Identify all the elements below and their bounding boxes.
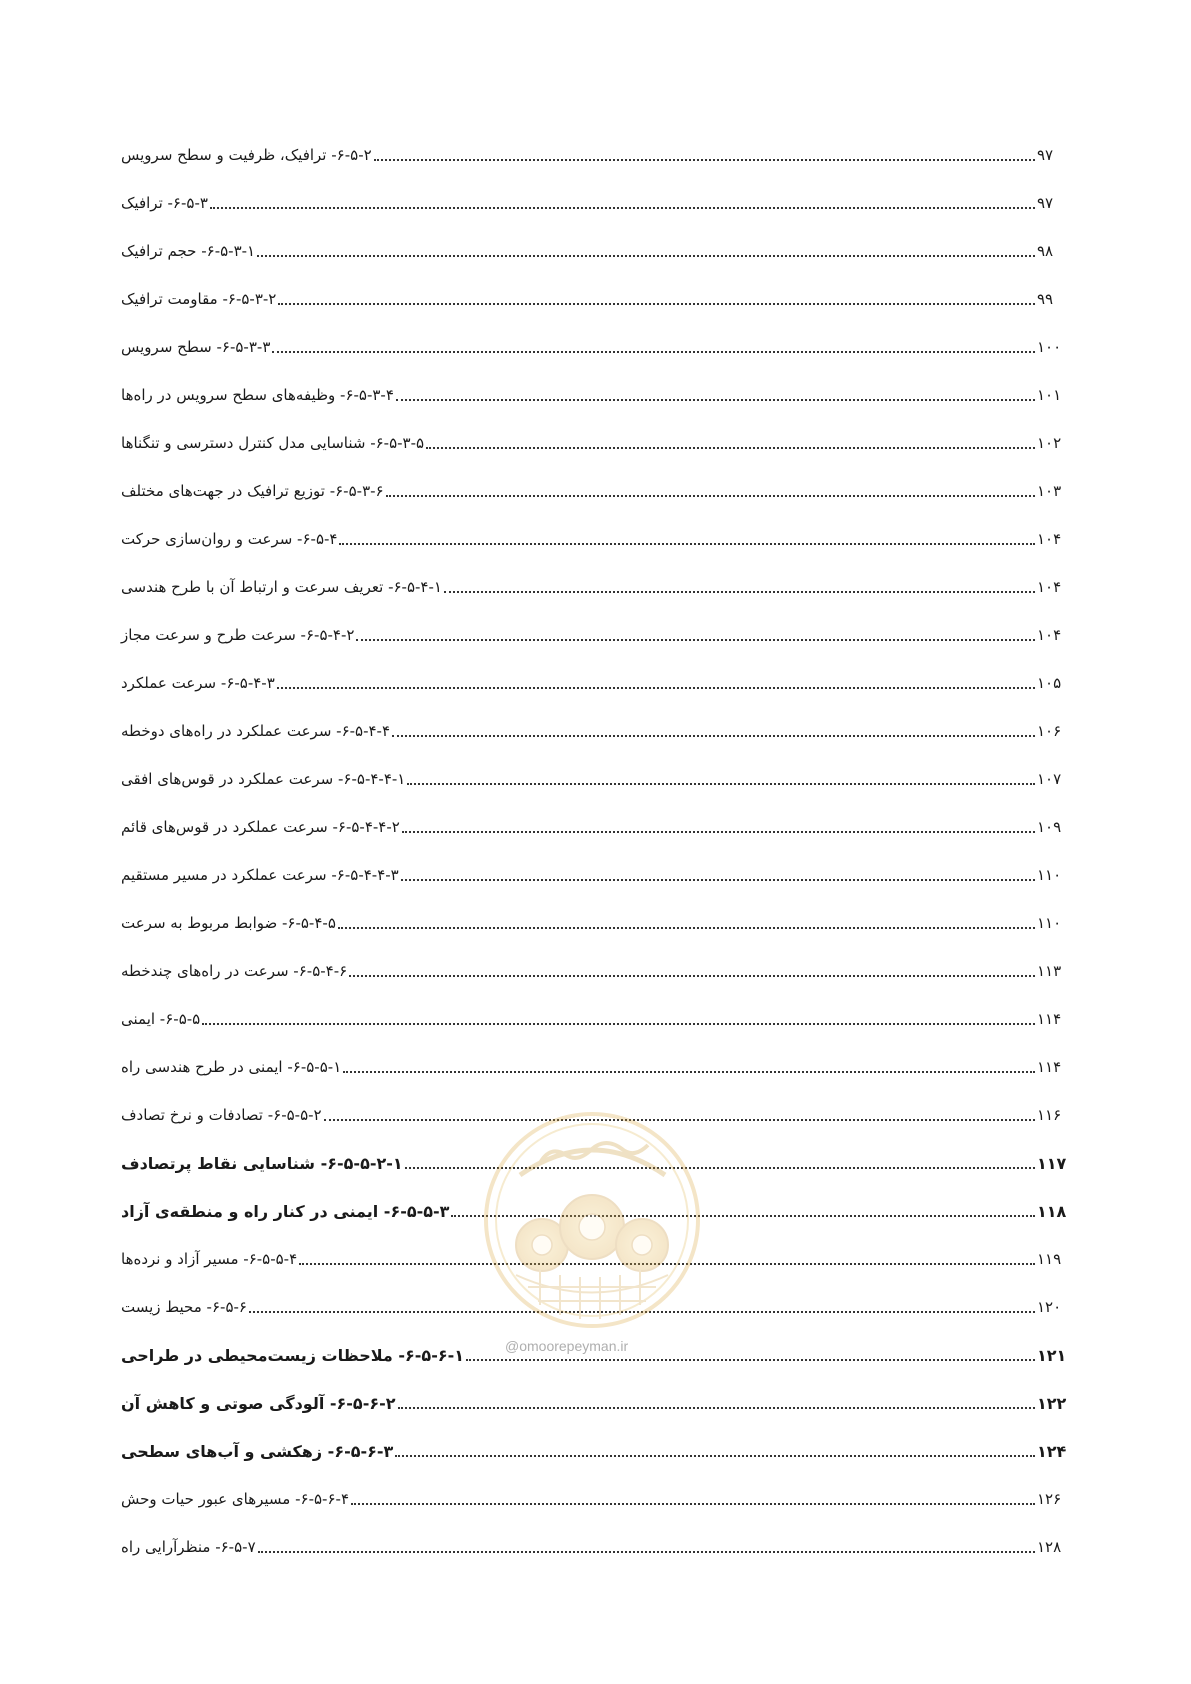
- toc-entry-title: ۶-۵-۳-۱- حجم ترافیک: [121, 242, 256, 260]
- toc-entry-page: ۱۱۰: [1037, 866, 1062, 884]
- toc-entry-title: ۶-۵-۷- منظرآرایی راه: [121, 1538, 256, 1556]
- toc-entry-page: ۱۲۸: [1037, 1538, 1062, 1556]
- toc-entry[interactable]: [117, 1532, 1073, 1562]
- toc-entry-title: ۶-۵-۴-۴-۳- سرعت عملکرد در مسیر مستقیم: [121, 866, 399, 884]
- toc-entry-title: ۶-۵-۴-۴-۲- سرعت عملکرد در قوس‌های قائم: [121, 818, 400, 836]
- toc-entry[interactable]: [117, 332, 1073, 362]
- toc-entry-page: ۱۱۶: [1037, 1106, 1062, 1124]
- toc-entry-title: ۶-۵-۳-۵- شناسایی مدل کنترل دسترسی و تنگناها: [121, 434, 425, 452]
- toc-entry[interactable]: [117, 380, 1073, 410]
- toc-entry-title: ۶-۵-۵-۳- ایمنی در کنار راه و منطقه‌ی آزاد: [121, 1201, 450, 1221]
- toc-entry-page: ۱۲۲: [1037, 1393, 1067, 1413]
- watermark-logo-icon: [480, 1105, 705, 1335]
- toc-entry[interactable]: [117, 1436, 1073, 1466]
- dot-leader: [401, 879, 1035, 881]
- toc-entry-title: ۶-۵-۴-۴-۱- سرعت عملکرد در قوس‌های افقی: [121, 770, 406, 788]
- dot-leader: [210, 207, 1035, 209]
- dot-leader: [392, 735, 1035, 737]
- toc-entry-title: ۶-۵-۶-۲- آلودگی صوتی و کاهش آن: [121, 1393, 396, 1413]
- dot-leader: [349, 975, 1035, 977]
- toc-entry-page: ۱۰۶: [1037, 722, 1062, 740]
- toc-entry-page: ۱۰۴: [1037, 626, 1062, 644]
- toc-entry[interactable]: [117, 140, 1073, 170]
- dot-leader: [258, 1551, 1035, 1553]
- dot-leader: [386, 495, 1035, 497]
- toc-entry-title: ۶-۵-۶-۱- ملاحظات زیست‌محیطی در طراحی: [121, 1345, 464, 1365]
- dot-leader: [466, 1359, 1035, 1361]
- toc-entry[interactable]: [117, 1388, 1073, 1418]
- toc-entry-title: ۶-۵-۳-۲- مقاومت ترافیک: [121, 290, 277, 308]
- toc-entry-title: ۶-۵-۴- سرعت و روان‌سازی حرکت: [121, 530, 338, 548]
- toc-entry-page: ۱۲۴: [1037, 1441, 1067, 1461]
- dot-leader: [202, 1023, 1035, 1025]
- toc-entry-page: ۱۱۹: [1037, 1250, 1062, 1268]
- dot-leader: [395, 1455, 1035, 1457]
- dot-leader: [257, 255, 1035, 257]
- dot-leader: [278, 303, 1035, 305]
- toc-entry[interactable]: [117, 1052, 1073, 1082]
- toc-entry[interactable]: [117, 1484, 1073, 1514]
- toc-entry-page: ۱۱۴: [1037, 1010, 1062, 1028]
- toc-entry-title: ۶-۵-۵- ایمنی: [121, 1010, 201, 1028]
- toc-entry[interactable]: [117, 812, 1073, 842]
- toc-entry-title: ۶-۵-۳-۴- وظیفه‌های سطح سرویس در راه‌ها: [121, 386, 394, 404]
- dot-leader: [407, 783, 1035, 785]
- dot-leader: [426, 447, 1035, 449]
- toc-entry[interactable]: [117, 524, 1073, 554]
- toc-entry-title: ۶-۵-۲- ترافیک، ظرفیت و سطح سرویس: [121, 146, 372, 164]
- toc-entry-page: ۱۰۷: [1037, 770, 1062, 788]
- dot-leader: [402, 831, 1035, 833]
- dot-leader: [272, 351, 1035, 353]
- dot-leader: [444, 591, 1035, 593]
- toc-entry-page: ۱۰۹: [1037, 818, 1062, 836]
- toc-entry-title: ۶-۵-۶-۴- مسیرهای عبور حیات وحش: [121, 1490, 349, 1508]
- toc-entry[interactable]: [117, 476, 1073, 506]
- toc-entry-page: ۱۱۸: [1037, 1201, 1067, 1221]
- dot-leader: [356, 639, 1035, 641]
- toc-entry-page: ۱۲۶: [1037, 1490, 1062, 1508]
- toc-entry-page: ۱۰۲: [1037, 434, 1062, 452]
- toc-entry-page: ۱۱۳: [1037, 962, 1062, 980]
- toc-entry-title: ۶-۵-۴-۲- سرعت طرح و سرعت مجاز: [121, 626, 355, 644]
- toc-entry[interactable]: [117, 668, 1073, 698]
- toc-entry-page: ۱۰۵: [1037, 674, 1062, 692]
- toc-entry-title: ۶-۵-۳-۶- توزیع ترافیک در جهت‌های مختلف: [121, 482, 384, 500]
- toc-entry-page: ۱۲۱: [1037, 1345, 1067, 1365]
- toc-entry-page: ۱۱۴: [1037, 1058, 1062, 1076]
- toc-entry-title: ۶-۵-۵-۱- ایمنی در طرح هندسی راه: [121, 1058, 342, 1076]
- toc-entry[interactable]: [117, 188, 1073, 218]
- toc-entry-page: ۹۷: [1037, 194, 1054, 212]
- toc-entry[interactable]: [117, 716, 1073, 746]
- toc-entry-page: ۱۰۴: [1037, 530, 1062, 548]
- toc-entry-page: ۹۸: [1037, 242, 1054, 260]
- dot-leader: [277, 687, 1035, 689]
- toc-entry-title: ۶-۵-۴-۴- سرعت عملکرد در راه‌های دوخطه: [121, 722, 391, 740]
- toc-entry[interactable]: [117, 1004, 1073, 1034]
- toc-entry-title: ۶-۵-۳- ترافیک: [121, 194, 208, 212]
- toc-entry-title: ۶-۵-۶- محیط زیست: [121, 1298, 247, 1316]
- toc-entry-title: ۶-۵-۴-۱- تعریف سرعت و ارتباط آن با طرح هندسی: [121, 578, 442, 596]
- dot-leader: [339, 543, 1035, 545]
- toc-entry-title: ۶-۵-۴-۳- سرعت عملکرد: [121, 674, 275, 692]
- toc-entry-page: ۹۷: [1037, 146, 1054, 164]
- dot-leader: [396, 399, 1035, 401]
- toc-entry-title: ۶-۵-۵-۲-۱- شناسایی نقاط پرتصادف: [121, 1153, 403, 1173]
- toc-entry-title: ۶-۵-۴-۶- سرعت در راه‌های چندخطه: [121, 962, 348, 980]
- toc-entry[interactable]: [117, 764, 1073, 794]
- toc-entry-page: ۱۰۳: [1037, 482, 1062, 500]
- dot-leader: [398, 1407, 1036, 1409]
- toc-entry-page: ۱۰۴: [1037, 578, 1062, 596]
- toc-entry[interactable]: [117, 284, 1073, 314]
- toc-entry-page: ۱۰۰: [1037, 338, 1062, 356]
- toc-entry[interactable]: [117, 956, 1073, 986]
- toc-entry-page: ۱۰۱: [1037, 386, 1062, 404]
- toc-entry[interactable]: [117, 908, 1073, 938]
- toc-entry-title: ۶-۵-۵-۴- مسیر آزاد و نرده‌ها: [121, 1250, 298, 1268]
- toc-entry[interactable]: [117, 428, 1073, 458]
- toc-entry-page: ۱۲۰: [1037, 1298, 1062, 1316]
- toc-entry-page: ۱۱۰: [1037, 914, 1062, 932]
- toc-entry[interactable]: [117, 860, 1073, 890]
- toc-entry[interactable]: [117, 620, 1073, 650]
- toc-entry-page: ۱۱۷: [1037, 1153, 1067, 1173]
- toc-entry-title: ۶-۵-۴-۵- ضوابط مربوط به سرعت: [121, 914, 336, 932]
- watermark-site-text: @omoorepeyman.ir: [505, 1338, 629, 1354]
- toc-entry[interactable]: [117, 236, 1073, 266]
- toc-entry-title: ۶-۵-۳-۳- سطح سرویس: [121, 338, 271, 356]
- dot-leader: [338, 927, 1035, 929]
- toc-entry-page: ۹۹: [1037, 290, 1054, 308]
- toc-entry[interactable]: [117, 572, 1073, 602]
- dot-leader: [351, 1503, 1035, 1505]
- toc-entry-title: ۶-۵-۶-۳- زهکشی و آب‌های سطحی: [121, 1441, 394, 1461]
- dot-leader: [374, 159, 1035, 161]
- dot-leader: [343, 1071, 1035, 1073]
- toc-entry-title: ۶-۵-۵-۲- تصادفات و نرخ تصادف: [121, 1106, 322, 1124]
